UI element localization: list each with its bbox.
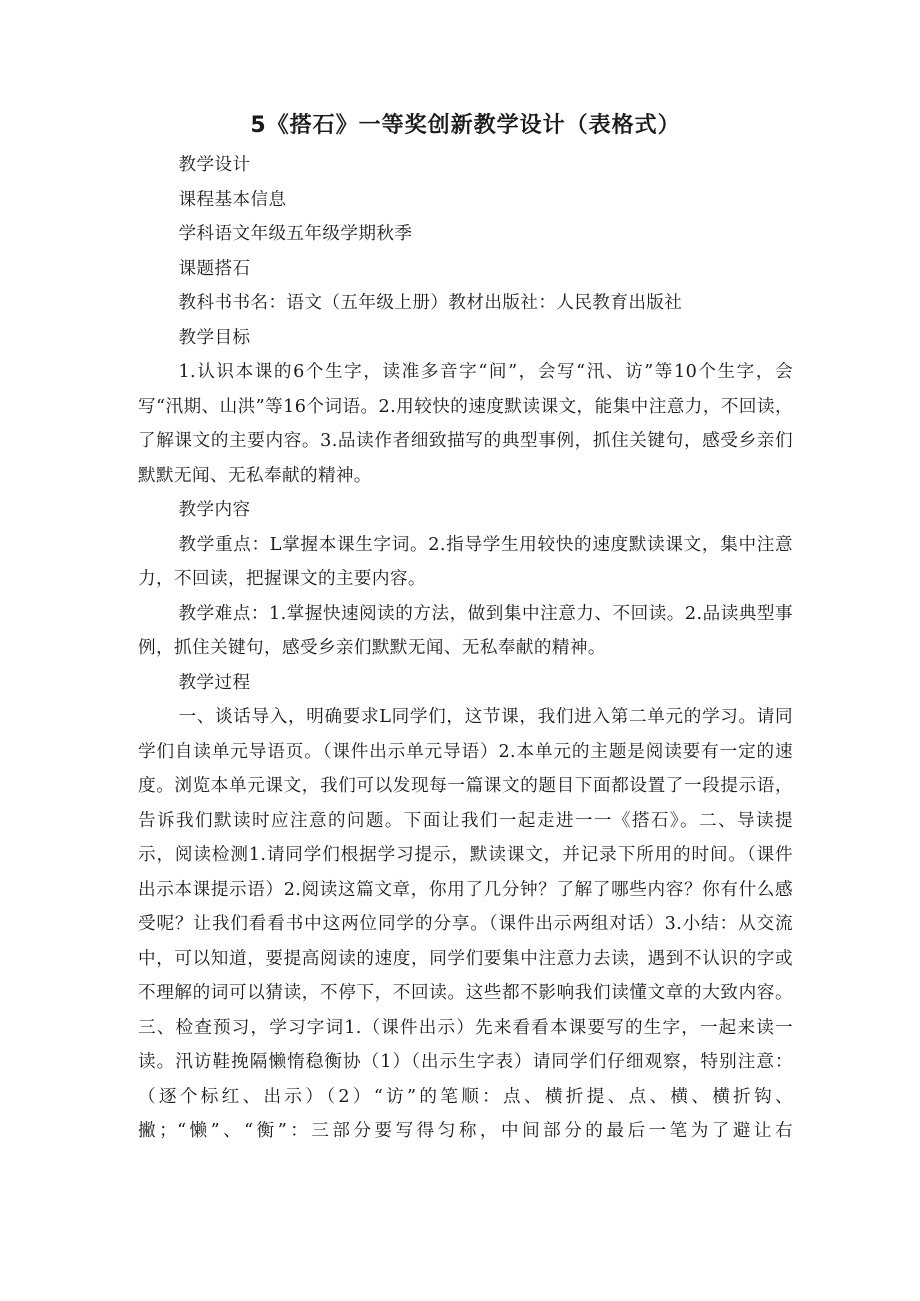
heading-objectives: 教学目标	[178, 327, 251, 348]
heading-basic-info: 课程基本信息	[178, 189, 287, 210]
topic-line: 课题搭石	[178, 258, 251, 279]
key-points-paragraph: 教学重点：L掌握本课生字词。2.指导学生用较快的速度默读课文，集中注意力，不回读，把握课文的主要内容。	[138, 534, 793, 589]
heading-content: 教学内容	[178, 500, 251, 520]
subject-line: 学科语文年级五年级学期秋季	[178, 224, 413, 244]
heading-teaching-design: 教学设计	[178, 155, 251, 175]
document-page	[138, 108, 793, 1149]
difficulties-paragraph: 教学难点：1.掌握快速阅读的方法，做到集中注意力、不回读。2.品读典型事例，抓住关键句，感受乡亲们默默无闻、无私奉献的精神。	[138, 603, 793, 658]
heading-process: 教学过程	[178, 672, 251, 693]
document-title: 5《搭石》一等奖创新教学设计（表格式）	[250, 113, 681, 138]
objectives-paragraph: 1.认识本课的6个生字，读准多音字“间”，会写“汛、访”等10个生字，会写“汛期、山洪”等16个词语。2.用较快的速度默读课文，能集中注意力，不回读，了解课文的主要内容。3.品读作者细致描写的典型事例，抓住关键句，感受乡亲们默默无闻、无私奉献的精神。	[138, 362, 793, 486]
textbook-line: 教科书书名：语文（五年级上册）教材出版社：人民教育出版社	[178, 293, 683, 313]
process-paragraph: 一、谈话导入，明确要求L同学们，这节课，我们进入第二单元的学习。请同学们自读单元导语页。（课件出示单元导语）2.本单元的主题是阅读要有一定的速度。浏览本单元课文，我们可以发现每一篇课文的题目下面都设置了一段提示语，告诉我们默读时应注意的问题。下面让我们一起走进一一《搭石》。二、导读提示，阅读检测1.请同学们根据学习提示，默读课文，并记录下所用的时间。（课件出示本课提示语）2.阅读这篇文章，你用了几分钟？了解了哪些内容？你有什么感受呢？让我们看看书中这两位同学的分享。（课件出示两组对话）3.小结：从交流中，可以知道，要提高阅读的速度，同学们要集中注意力去读，遇到不认识的字或不理解的词可以猜读，不停下，不回读。这些都不影响我们读懂文章的大致内容。三、检查预习，学习字词1.（课件出示）先来看看本课要写的生字，一起来读一读。汛访鞋挽隔懒惰稳衡协（1）（出示生字表）请同学们仔细观察，特别注意：（逐个标红、出示）（2）“访”的笔顺：点、横折提、点、横、横折钩、撇；“懒”、“衡”：三部分要写得匀称，中间部分的最后一笔为了避让右	[138, 707, 793, 1141]
